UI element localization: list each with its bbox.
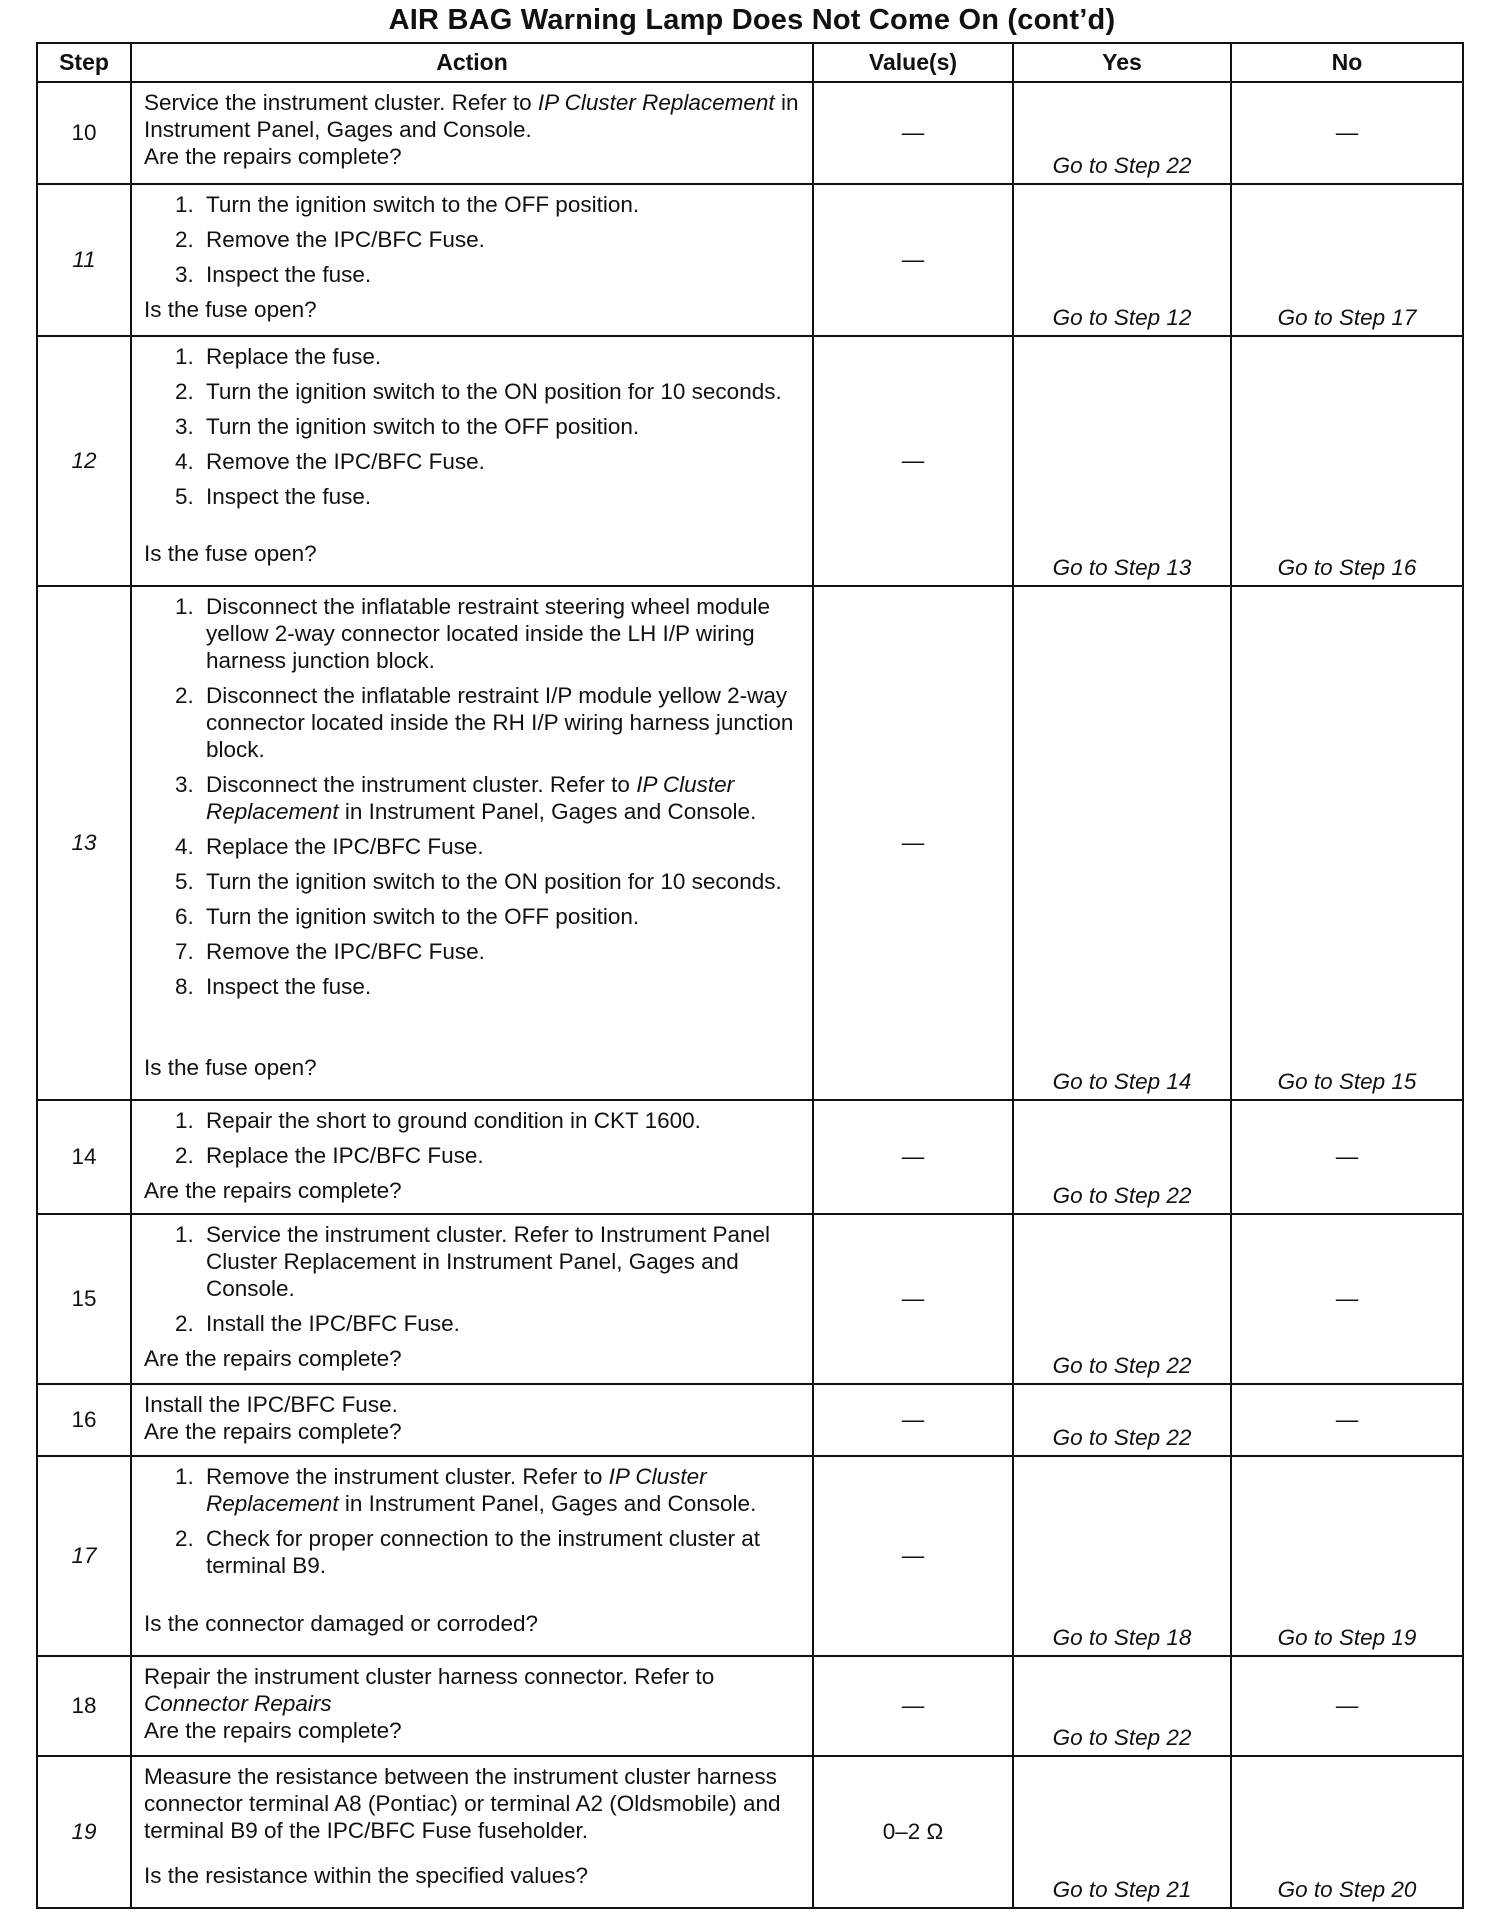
no-cell bbox=[1231, 184, 1463, 336]
table-row bbox=[37, 82, 1463, 184]
no-cell bbox=[1231, 586, 1463, 1100]
action-step: 1. Turn the ignition switch to the OFF position. bbox=[200, 191, 802, 218]
yes-cell bbox=[1013, 586, 1231, 1100]
yes-result: Go to Step 22 bbox=[1052, 1353, 1192, 1378]
action-steps-list bbox=[144, 1463, 802, 1587]
value-cell: — bbox=[813, 1214, 1013, 1384]
action-step: 4. Replace the IPC/BFC Fuse. bbox=[200, 833, 802, 860]
action-cell bbox=[131, 586, 813, 1100]
action-steps-list bbox=[144, 343, 802, 518]
action-text bbox=[132, 587, 812, 1087]
value-cell: — bbox=[813, 1384, 1013, 1456]
header-values: Value(s) bbox=[813, 43, 1013, 82]
no-cell bbox=[1231, 1656, 1463, 1756]
action-steps-list bbox=[144, 191, 802, 296]
yes-result: Go to Step 14 bbox=[1052, 1069, 1192, 1094]
step-number: 17 bbox=[37, 1456, 131, 1656]
step-number: 19 bbox=[37, 1756, 131, 1908]
action-step: 6. Turn the ignition switch to the OFF position. bbox=[200, 903, 802, 930]
value-cell: — bbox=[813, 184, 1013, 336]
action-step: 1. Disconnect the inflatable restraint steering wheel module yellow 2-way connector located inside the LH I/P wiring harness junction block. bbox=[200, 593, 802, 674]
action-text bbox=[132, 83, 812, 171]
no-result: Go to Step 15 bbox=[1277, 1069, 1417, 1094]
action-step: 1. Remove the instrument cluster. Refer to IP Cluster Replacement in Instrument Panel, Gages and Console. bbox=[200, 1463, 802, 1517]
action-question: Are the repairs complete? bbox=[144, 1419, 402, 1444]
no-result: Go to Step 20 bbox=[1277, 1877, 1417, 1902]
action-question: Is the fuse open? bbox=[144, 541, 317, 566]
action-step: 2. Disconnect the inflatable restraint I/P module yellow 2-way connector located inside the RH I/P wiring harness junction block. bbox=[200, 682, 802, 763]
yes-cell bbox=[1013, 82, 1231, 184]
no-result-dash: — bbox=[1335, 1286, 1359, 1311]
action-step: 1. Repair the short to ground condition in CKT 1600. bbox=[200, 1107, 802, 1134]
action-step: 4. Remove the IPC/BFC Fuse. bbox=[200, 448, 802, 475]
no-result: Go to Step 17 bbox=[1277, 305, 1417, 330]
yes-result: Go to Step 22 bbox=[1052, 1183, 1192, 1208]
no-result-dash: — bbox=[1335, 1693, 1359, 1718]
diagnostic-table bbox=[36, 42, 1464, 1909]
table-row bbox=[37, 1756, 1463, 1908]
step-number: 14 bbox=[37, 1100, 131, 1214]
table-row bbox=[37, 1456, 1463, 1656]
step-number: 13 bbox=[37, 586, 131, 1100]
step-number: 16 bbox=[37, 1384, 131, 1456]
yes-cell bbox=[1013, 184, 1231, 336]
action-step: 2. Check for proper connection to the instrument cluster at terminal B9. bbox=[200, 1525, 802, 1579]
action-step: 3. Turn the ignition switch to the OFF position. bbox=[200, 413, 802, 440]
action-cell bbox=[131, 1214, 813, 1384]
table-row bbox=[37, 184, 1463, 336]
table-row bbox=[37, 1100, 1463, 1214]
action-cell bbox=[131, 82, 813, 184]
value-cell: — bbox=[813, 336, 1013, 586]
step-number: 15 bbox=[37, 1214, 131, 1384]
action-cell bbox=[131, 1384, 813, 1456]
action-steps-list bbox=[144, 1221, 802, 1345]
value-cell: — bbox=[813, 1100, 1013, 1214]
yes-result: Go to Step 22 bbox=[1052, 1725, 1192, 1750]
action-steps-list bbox=[144, 1107, 802, 1177]
action-step: 5. Turn the ignition switch to the ON position for 10 seconds. bbox=[200, 868, 802, 895]
action-step: 7. Remove the IPC/BFC Fuse. bbox=[200, 938, 802, 965]
action-cell bbox=[131, 336, 813, 586]
header-action: Action bbox=[131, 43, 813, 82]
value-cell: — bbox=[813, 82, 1013, 184]
action-text bbox=[132, 1385, 812, 1443]
yes-cell bbox=[1013, 1456, 1231, 1656]
action-question: Is the resistance within the specified values? bbox=[144, 1863, 588, 1888]
step-number: 10 bbox=[37, 82, 131, 184]
yes-cell bbox=[1013, 1214, 1231, 1384]
action-intro: Service the instrument cluster. Refer to IP Cluster Replacement in Instrument Panel, Gages and Console. bbox=[144, 90, 799, 142]
no-cell bbox=[1231, 82, 1463, 184]
action-question: Are the repairs complete? bbox=[144, 144, 402, 169]
action-text bbox=[132, 1101, 812, 1201]
action-step: 5. Inspect the fuse. bbox=[200, 483, 802, 510]
action-cell bbox=[131, 184, 813, 336]
table-row bbox=[37, 336, 1463, 586]
action-intro: Install the IPC/BFC Fuse. bbox=[144, 1392, 398, 1417]
action-step: 2. Remove the IPC/BFC Fuse. bbox=[200, 226, 802, 253]
value-cell: — bbox=[813, 586, 1013, 1100]
no-cell bbox=[1231, 1214, 1463, 1384]
action-text bbox=[132, 185, 812, 323]
value-cell: 0–2 Ω bbox=[813, 1756, 1013, 1908]
action-step: 3. Inspect the fuse. bbox=[200, 261, 802, 288]
no-cell bbox=[1231, 1756, 1463, 1908]
yes-cell bbox=[1013, 336, 1231, 586]
action-step: 8. Inspect the fuse. bbox=[200, 973, 802, 1000]
yes-result: Go to Step 22 bbox=[1052, 153, 1192, 178]
action-question: Are the repairs complete? bbox=[144, 1178, 402, 1203]
no-result: Go to Step 16 bbox=[1277, 555, 1417, 580]
yes-cell bbox=[1013, 1656, 1231, 1756]
no-result: Go to Step 19 bbox=[1277, 1625, 1417, 1650]
yes-cell bbox=[1013, 1756, 1231, 1908]
action-step: 1. Service the instrument cluster. Refer to Instrument Panel Cluster Replacement in Instrument Panel, Gages and Console. bbox=[200, 1221, 802, 1302]
action-steps-list bbox=[144, 593, 802, 1008]
action-text bbox=[132, 1457, 812, 1643]
table-row bbox=[37, 1214, 1463, 1384]
yes-result: Go to Step 21 bbox=[1052, 1877, 1192, 1902]
table-row bbox=[37, 586, 1463, 1100]
action-step: 1. Replace the fuse. bbox=[200, 343, 802, 370]
action-cell bbox=[131, 1100, 813, 1214]
action-question: Is the connector damaged or corroded? bbox=[144, 1611, 538, 1636]
action-text bbox=[132, 337, 812, 573]
action-intro: Repair the instrument cluster harness connector. Refer to Connector Repairs bbox=[144, 1664, 715, 1716]
value-cell: — bbox=[813, 1656, 1013, 1756]
action-step: 3. Disconnect the instrument cluster. Refer to IP Cluster Replacement in Instrument Panel, Gages and Console. bbox=[200, 771, 802, 825]
page-title: AIR BAG Warning Lamp Does Not Come On (cont’d) bbox=[388, 4, 1116, 36]
action-step: 2. Install the IPC/BFC Fuse. bbox=[200, 1310, 802, 1337]
action-question: Is the fuse open? bbox=[144, 1055, 317, 1080]
yes-result: Go to Step 18 bbox=[1052, 1625, 1192, 1650]
action-question: Are the repairs complete? bbox=[144, 1718, 402, 1743]
action-intro: Measure the resistance between the instrument cluster harness connector terminal A8 (Pontiac) or terminal A2 (Oldsmobile) and terminal B9 of the IPC/BFC Fuse fuseholder. bbox=[144, 1764, 781, 1843]
action-step: 2. Turn the ignition switch to the ON position for 10 seconds. bbox=[200, 378, 802, 405]
yes-result: Go to Step 12 bbox=[1052, 305, 1192, 330]
yes-result: Go to Step 22 bbox=[1052, 1425, 1192, 1450]
value-cell: — bbox=[813, 1456, 1013, 1656]
no-result-dash: — bbox=[1335, 1144, 1359, 1169]
action-cell bbox=[131, 1756, 813, 1908]
header-step: Step bbox=[37, 43, 131, 82]
action-cell bbox=[131, 1656, 813, 1756]
step-number: 18 bbox=[37, 1656, 131, 1756]
action-text bbox=[132, 1215, 812, 1371]
no-result-dash: — bbox=[1335, 1407, 1359, 1432]
yes-result: Go to Step 13 bbox=[1052, 555, 1192, 580]
action-question: Are the repairs complete? bbox=[144, 1346, 402, 1371]
no-cell bbox=[1231, 1384, 1463, 1456]
action-step: 2. Replace the IPC/BFC Fuse. bbox=[200, 1142, 802, 1169]
action-cell bbox=[131, 1456, 813, 1656]
header-yes: Yes bbox=[1013, 43, 1231, 82]
yes-cell bbox=[1013, 1384, 1231, 1456]
step-number: 11 bbox=[37, 184, 131, 336]
table-header-row bbox=[37, 43, 1463, 82]
table-row bbox=[37, 1656, 1463, 1756]
step-number: 12 bbox=[37, 336, 131, 586]
header-no: No bbox=[1231, 43, 1463, 82]
no-cell bbox=[1231, 1100, 1463, 1214]
no-result-dash: — bbox=[1335, 120, 1359, 145]
action-text bbox=[132, 1657, 812, 1743]
action-text bbox=[132, 1757, 812, 1895]
yes-cell bbox=[1013, 1100, 1231, 1214]
table-row bbox=[37, 1384, 1463, 1456]
no-cell bbox=[1231, 336, 1463, 586]
action-question: Is the fuse open? bbox=[144, 297, 317, 322]
no-cell bbox=[1231, 1456, 1463, 1656]
